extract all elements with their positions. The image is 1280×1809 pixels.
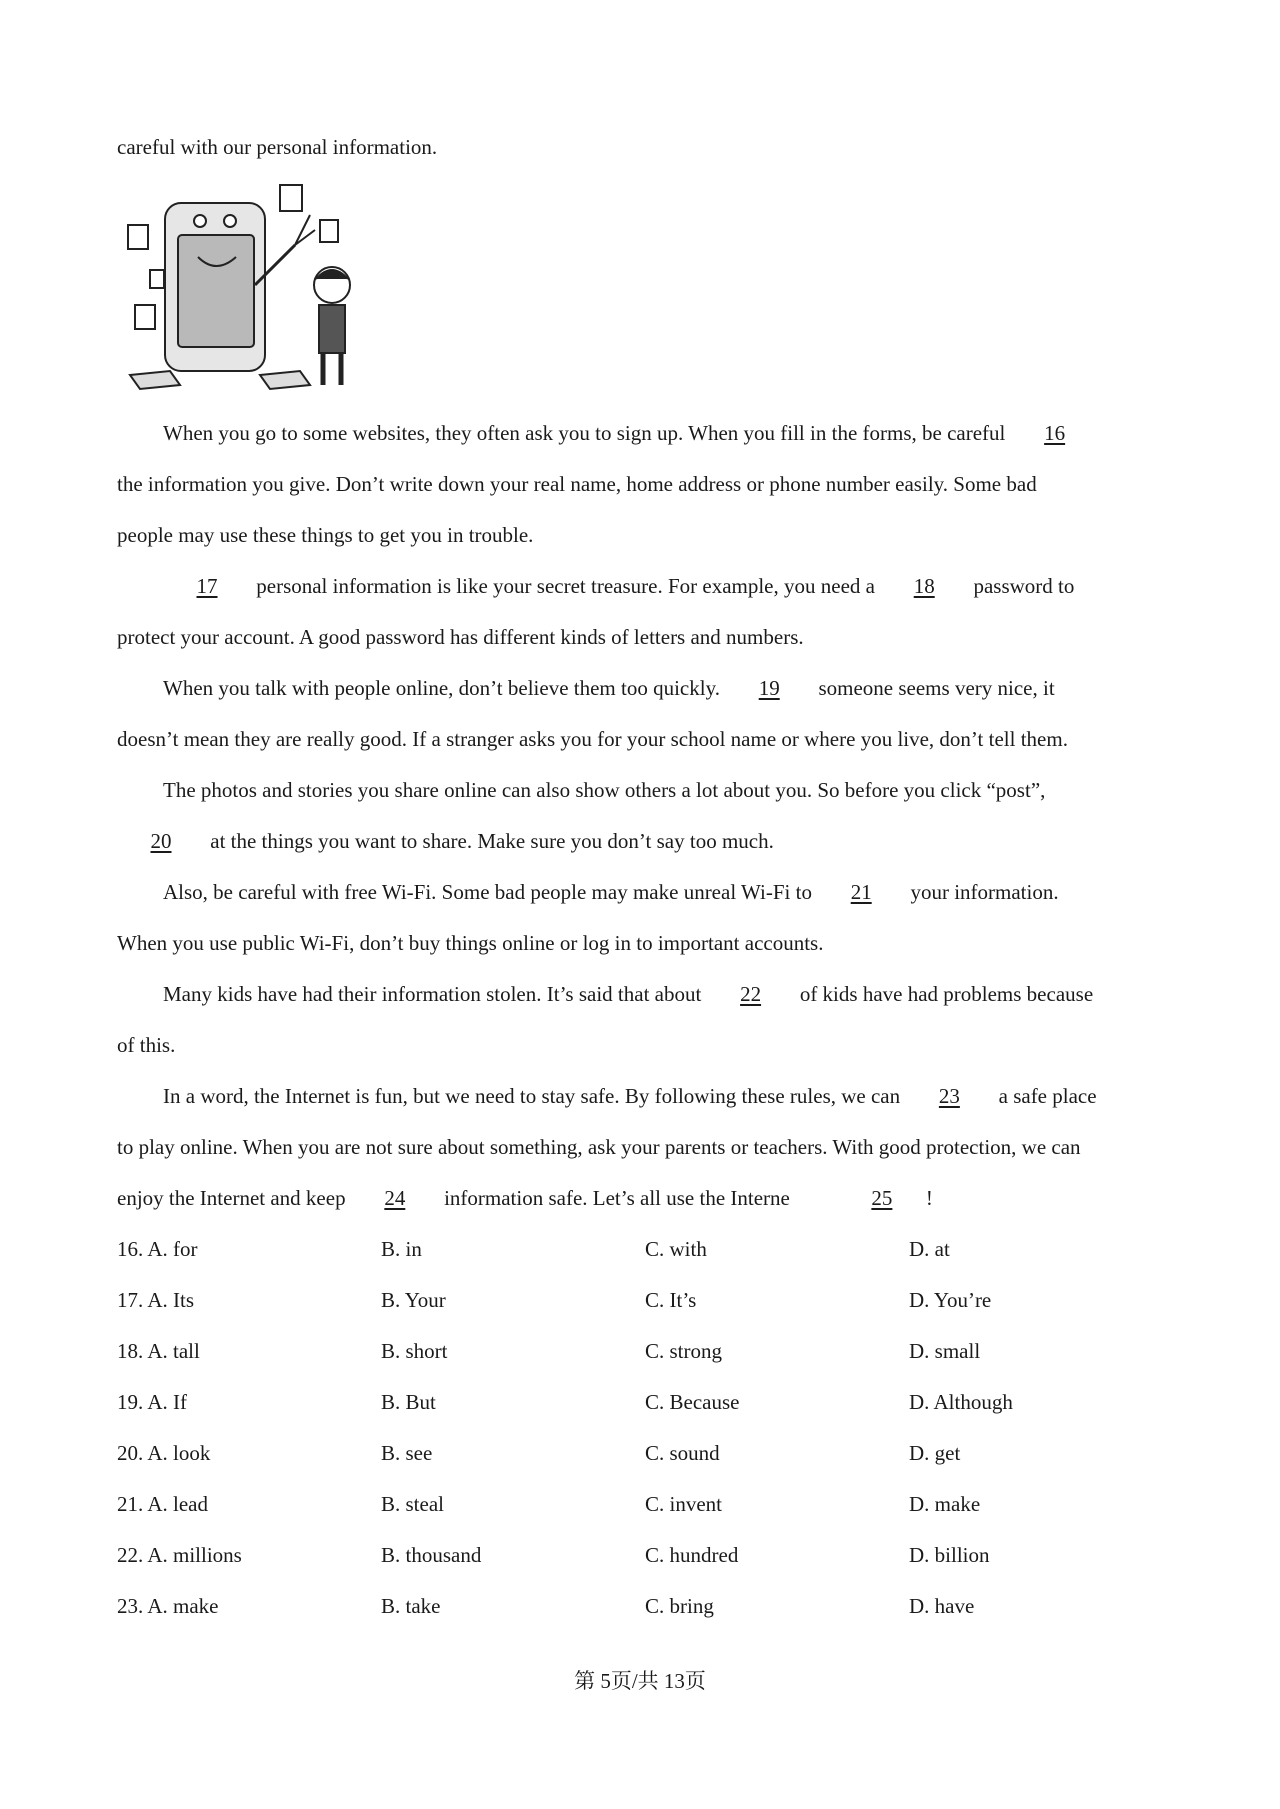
option-b[interactable]: B. in [381,1237,422,1261]
passage-line [163,663,1055,714]
blank-19: 19 [758,676,780,700]
blank-16: 16 [1044,421,1066,445]
option-a[interactable]: 21. A. lead [117,1492,208,1516]
passage-text: Many kids have had their information stolen. It’s said that about [163,982,707,1006]
passage-line [117,1173,933,1224]
passage-text: enjoy the Internet and keep [117,1186,351,1210]
option-b[interactable]: B. thousand [381,1543,482,1567]
option-row [0,1224,1280,1275]
option-c[interactable]: C. It’s [645,1288,697,1312]
passage-line: When you use public Wi-Fi, don’t buy things online or log in to important accounts. [117,931,824,955]
passage-text: In a word, the Internet is fun, but we need to stay safe. By following these rules, we can [163,1084,906,1108]
option-d[interactable]: D. small [909,1339,981,1363]
option-row [0,1581,1280,1632]
phone-character-illustration [120,175,386,401]
passage-line: people may use these things to get you in trouble. [117,523,534,547]
blank-23: 23 [938,1084,960,1108]
passage-line [163,1071,1097,1122]
option-b[interactable]: B. steal [381,1492,444,1516]
option-d[interactable]: D. make [909,1492,981,1516]
blank-21: 21 [850,880,872,904]
option-c[interactable]: C. Because [645,1390,740,1414]
option-d[interactable]: D. have [909,1594,975,1618]
passage-line [163,561,1074,612]
faded-smudge [790,1173,838,1224]
option-row [0,1428,1280,1479]
option-b[interactable]: B. But [381,1390,436,1414]
option-b[interactable]: B. short [381,1339,448,1363]
option-row [0,1326,1280,1377]
blank-18: 18 [913,574,935,598]
passage-text: information safe. Let’s all use the Interne [438,1186,790,1210]
passage-line: The photos and stories you share online can also show others a lot about you. So before you click “post”, [163,778,1046,802]
option-d[interactable]: D. billion [909,1543,990,1567]
page-footer: 第 5页/共 13页 [574,1669,706,1693]
option-a[interactable]: 20. A. look [117,1441,211,1465]
option-a[interactable]: 16. A. for [117,1237,198,1261]
option-c[interactable]: C. with [645,1237,707,1261]
passage-line: doesn’t mean they are really good. If a stranger asks you for your school name or where you live, don’t tell them. [117,727,1068,751]
passage-text: someone seems very nice, it [813,676,1055,700]
passage-line: to play online. When you are not sure about something, ask your parents or teachers. With good protection, we can [117,1135,1081,1159]
passage-text: personal information is like your secret treasure. For example, you need a [251,574,881,598]
passage-line [163,969,1093,1020]
option-row [0,1530,1280,1581]
option-a[interactable]: 19. A. If [117,1390,187,1414]
passage-text: Also, be careful with free Wi-Fi. Some bad people may make unreal Wi-Fi to [163,880,818,904]
passage-line: protect your account. A good password has different kinds of letters and numbers. [117,625,804,649]
top-line: careful with our personal information. [117,135,438,159]
passage-line [163,408,1099,459]
passage-text: at the things you want to share. Make sure you don’t say too much. [205,829,774,853]
passage-text: of kids have had problems because [794,982,1094,1006]
option-b[interactable]: B. take [381,1594,441,1618]
blank-24: 24 [384,1186,406,1210]
blank-22: 22 [740,982,762,1006]
option-a[interactable]: 23. A. make [117,1594,219,1618]
blank-25: 25 [871,1186,893,1210]
option-c[interactable]: C. sound [645,1441,720,1465]
option-b[interactable]: B. see [381,1441,433,1465]
passage-text: When you go to some websites, they often ask you to sign up. When you fill in the forms, be careful [163,421,1011,445]
passage-line [117,816,774,867]
option-d[interactable]: D. Although [909,1390,1013,1414]
passage-text: your information. [905,880,1059,904]
option-b[interactable]: B. Your [381,1288,446,1312]
option-c[interactable]: C. hundred [645,1543,739,1567]
blank-20: 20 [150,829,172,853]
option-a[interactable]: 22. A. millions [117,1543,242,1567]
option-c[interactable]: C. invent [645,1492,722,1516]
passage-text: When you talk with people online, don’t believe them too quickly. [163,676,726,700]
passage-line [163,867,1059,918]
option-a[interactable]: 17. A. Its [117,1288,195,1312]
option-c[interactable]: C. bring [645,1594,714,1618]
option-row [0,1479,1280,1530]
option-d[interactable]: D. You’re [909,1288,992,1312]
option-d[interactable]: D. at [909,1237,950,1261]
blank-17: 17 [196,574,218,598]
passage-line: of this. [117,1033,176,1057]
option-row [0,1275,1280,1326]
option-d[interactable]: D. get [909,1441,961,1465]
passage-text: a safe place [993,1084,1097,1108]
option-a[interactable]: 18. A. tall [117,1339,200,1363]
option-c[interactable]: C. strong [645,1339,723,1363]
option-row [0,1377,1280,1428]
passage-text: ! [925,1186,933,1210]
passage-text: password to [968,574,1075,598]
passage-line: the information you give. Don’t write down your real name, home address or phone number easily. Some bad [117,472,1037,496]
